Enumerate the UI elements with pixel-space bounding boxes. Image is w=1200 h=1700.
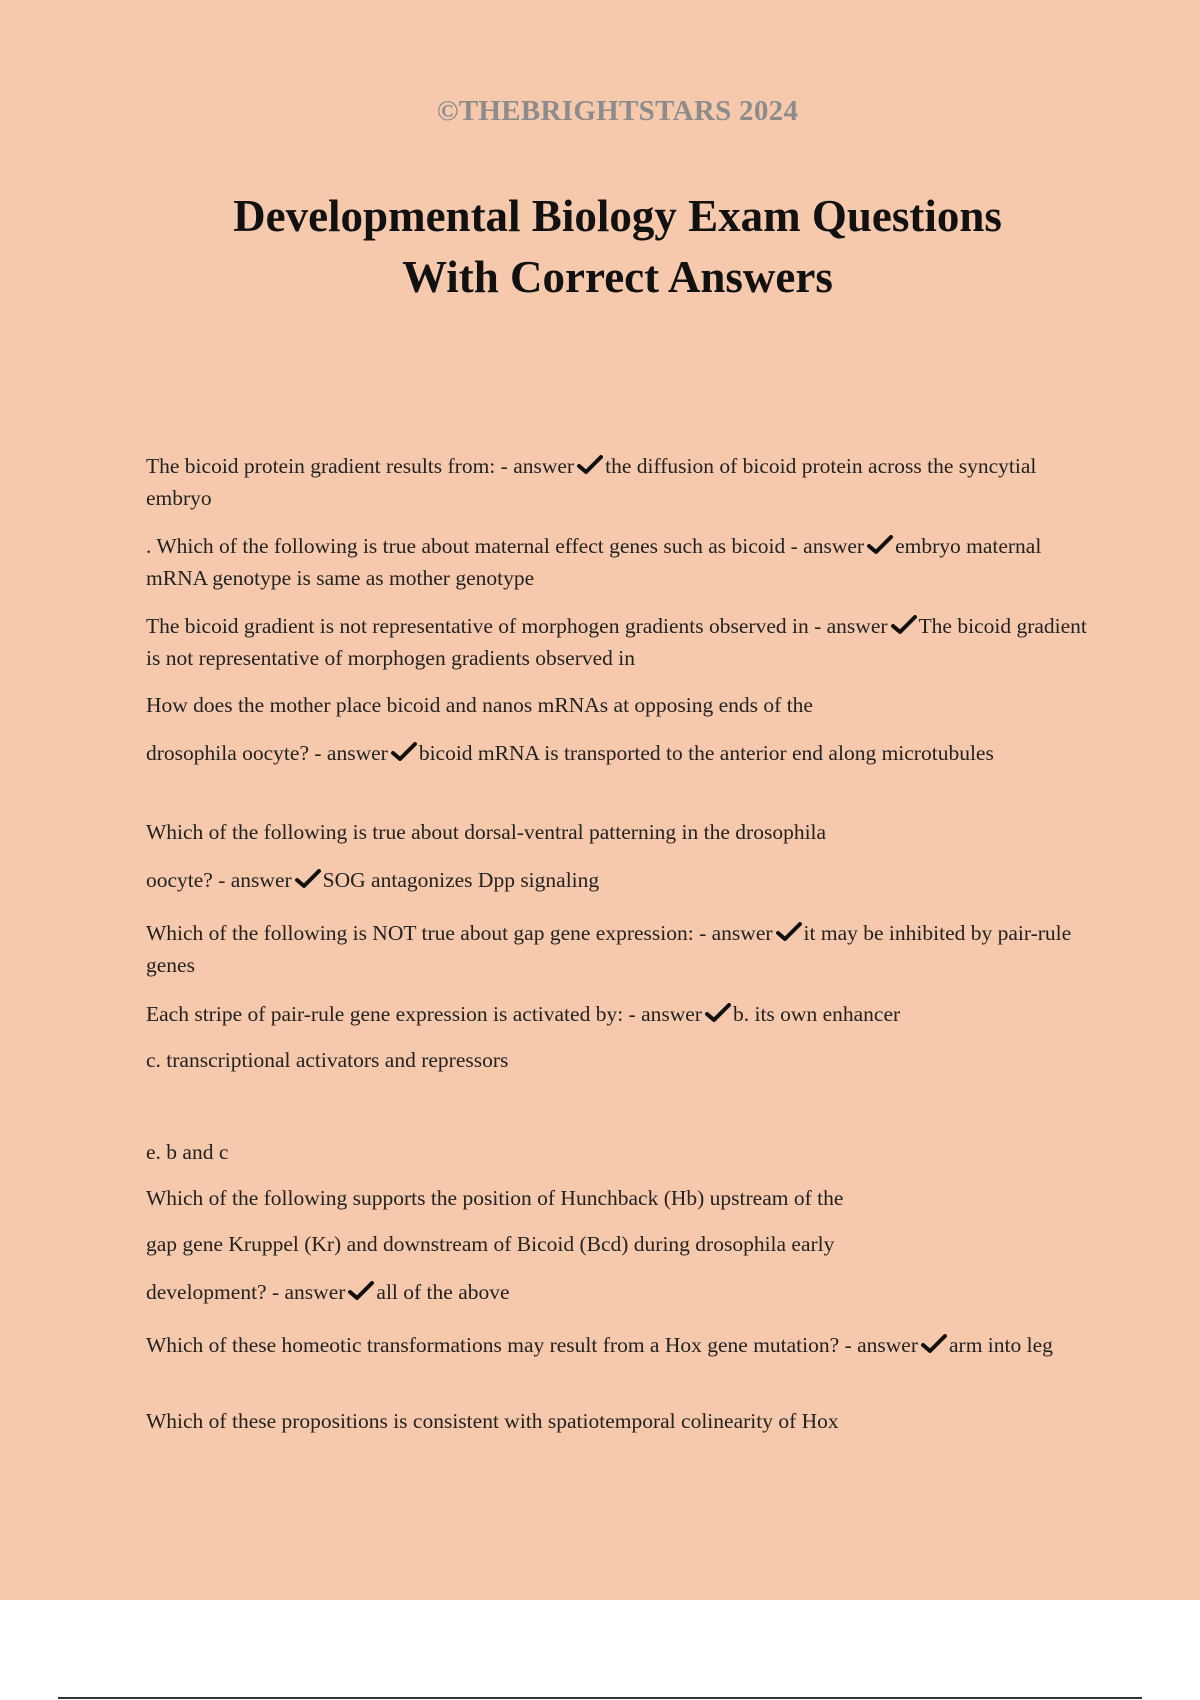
qa-item: The bicoid protein gradient results from: - answer the diffusion of bicoid protein across the syncytial embryo (146, 454, 1037, 510)
checkmark-icon (921, 1334, 947, 1354)
checkmark-icon (891, 615, 917, 635)
question-line: Which of the following supports the position of Hunchback (Hb) upstream of the (146, 1186, 844, 1210)
qa-item: . Which of the following is true about maternal effect genes such as bicoid - answer embryo maternal mRNA genotype is same as mother genotype (146, 534, 1042, 590)
question-line: Which of the following is true about dorsal-ventral patterning in the drosophila (146, 820, 827, 844)
qa-item: oocyte? - answer SOG antagonizes Dpp signaling (146, 868, 600, 892)
qa-item: Which of these homeotic transformations may result from a Hox gene mutation? - answer arm into leg (146, 1333, 1053, 1357)
qa-item: Which of the following is NOT true about gap gene expression: - answer it may be inhibited by pair-rule genes (146, 921, 1072, 977)
checkmark-icon (577, 455, 603, 475)
qa-item: The bicoid gradient is not representative of morphogen gradients observed in - answer The bicoid gradient is not representative of morphogen gradients observed in (146, 614, 1087, 670)
question-line: gap gene Kruppel (Kr) and downstream of Bicoid (Bcd) during drosophila early (146, 1232, 835, 1256)
qa-item: Each stripe of pair-rule gene expression is activated by: - answer b. its own enhancer (146, 1002, 901, 1026)
answer-option: e. b and c (146, 1140, 229, 1164)
checkmark-icon (776, 922, 802, 942)
checkmark-icon (295, 869, 321, 889)
title-line-1: Developmental Biology Exam Questions (233, 191, 1002, 241)
checkmark-icon (348, 1281, 374, 1301)
title-line-2: With Correct Answers (402, 252, 833, 302)
qa-item: drosophila oocyte? - answer bicoid mRNA is transported to the anterior end along microtubules (146, 741, 994, 765)
checkmark-icon (705, 1003, 731, 1023)
document-title (0, 186, 1200, 308)
question-line: Which of these propositions is consistent with spatiotemporal colinearity of Hox (146, 1409, 839, 1433)
qa-item: development? - answer all of the above (146, 1280, 510, 1304)
checkmark-icon (391, 742, 417, 762)
copyright-watermark: ©THEBRIGHTSTARS 2024 (436, 95, 799, 127)
checkmark-icon (867, 535, 893, 555)
answer-option: c. transcriptional activators and repressors (146, 1048, 509, 1072)
question-line: How does the mother place bicoid and nanos mRNAs at opposing ends of the (146, 693, 813, 717)
footer-divider (58, 1697, 1142, 1699)
